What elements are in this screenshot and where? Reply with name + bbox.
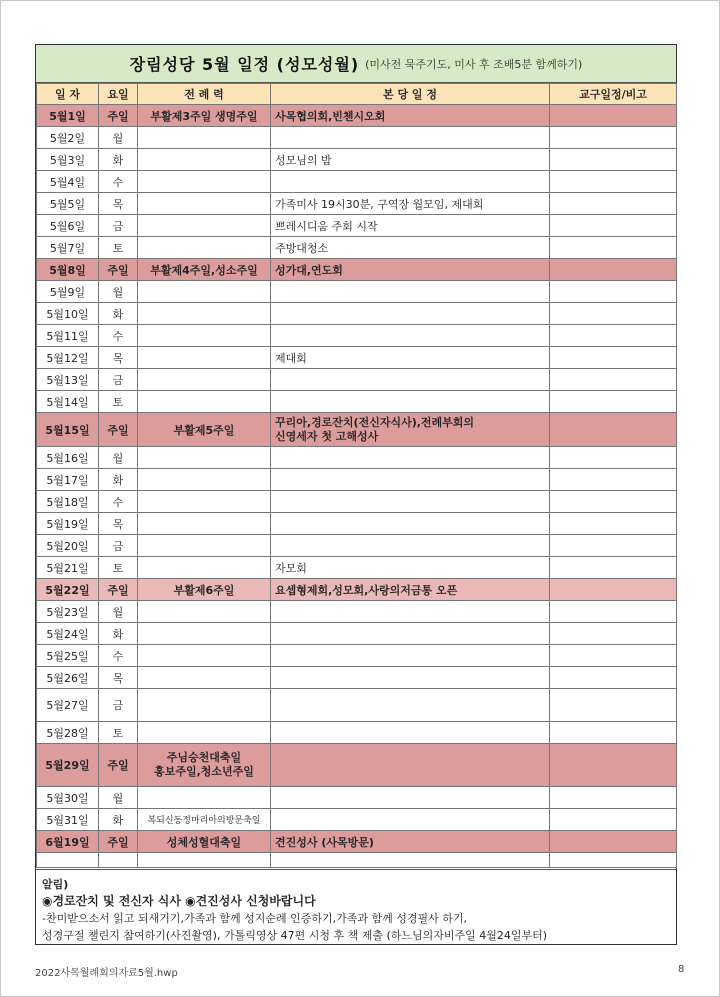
diocese-cell [550,325,677,347]
day-cell: 화 [99,809,138,831]
liturgy-cell [138,215,271,237]
schedule-row [37,413,677,447]
liturgy-cell [138,193,271,215]
events-cell: 가족미사 19시30분, 구역장 월모임, 제대회 [271,193,550,215]
header-liturgy: 전 례 력 [138,84,271,105]
schedule-row [37,809,677,831]
blank-cell [550,853,677,868]
day-cell: 목 [99,347,138,369]
events-cell: 사목협의회,빈첸시오회 [271,105,550,127]
date-cell: 5월28일 [37,722,99,744]
schedule-table [36,83,677,868]
notice-line-2: 성경구절 챌린지 참여하기(사진촬영), 가톨릭영상 47편 시청 후 책 제출 (하느님의자비주일 4월24일부터) [42,929,548,942]
date-cell: 5월17일 [37,469,99,491]
schedule-row [37,325,677,347]
liturgy-cell [138,601,271,623]
date-cell: 5월27일 [37,689,99,722]
title-bar [36,45,676,83]
day-cell: 금 [99,369,138,391]
diocese-cell [550,127,677,149]
diocese-cell [550,105,677,127]
day-cell: 수 [99,645,138,667]
events-cell [271,744,550,787]
schedule-row [37,557,677,579]
date-cell: 5월31일 [37,809,99,831]
schedule-row [37,215,677,237]
day-cell: 주일 [99,413,138,447]
liturgy-cell [138,127,271,149]
schedule-row [37,689,677,722]
notice-section [36,869,676,945]
events-cell [271,689,550,722]
day-cell: 화 [99,469,138,491]
date-cell: 5월15일 [37,413,99,447]
date-cell: 5월23일 [37,601,99,623]
date-cell: 5월13일 [37,369,99,391]
diocese-cell [550,303,677,325]
diocese-cell [550,722,677,744]
events-cell [271,391,550,413]
diocese-cell [550,237,677,259]
events-cell: 쁘레시디움 주회 시작 [271,215,550,237]
date-cell: 5월30일 [37,787,99,809]
liturgy-cell: 주님승천대축일 홍보주일,청소년주일 [138,744,271,787]
diocese-cell [550,809,677,831]
diocese-cell [550,391,677,413]
date-cell: 5월9일 [37,281,99,303]
liturgy-cell [138,303,271,325]
schedule-row [37,347,677,369]
day-cell: 월 [99,127,138,149]
events-cell [271,601,550,623]
events-cell [271,171,550,193]
date-cell: 5월29일 [37,744,99,787]
events-cell [271,369,550,391]
diocese-cell [550,281,677,303]
schedule-row [37,645,677,667]
diocese-cell [550,689,677,722]
diocese-cell [550,259,677,281]
liturgy-cell [138,623,271,645]
schedule-document [35,44,677,945]
date-cell: 5월4일 [37,171,99,193]
date-cell: 5월6일 [37,215,99,237]
date-cell: 5월26일 [37,667,99,689]
blank-cell [37,853,99,868]
header-date: 일 자 [37,84,99,105]
day-cell: 주일 [99,744,138,787]
date-cell: 5월8일 [37,259,99,281]
diocese-cell [550,787,677,809]
events-cell [271,281,550,303]
diocese-cell [550,667,677,689]
page-subtitle: (미사전 묵주기도, 미사 후 조배5분 함께하기) [365,57,583,71]
day-cell: 화 [99,149,138,171]
events-cell [271,513,550,535]
liturgy-cell: 부활제6주일 [138,579,271,601]
diocese-cell [550,491,677,513]
day-cell: 수 [99,491,138,513]
schedule-row [37,105,677,127]
liturgy-cell [138,281,271,303]
footer-page-number: 8 [678,964,685,975]
day-cell: 주일 [99,259,138,281]
events-cell: 성가대,연도회 [271,259,550,281]
events-cell: 견진성사 (사목방문) [271,831,550,853]
schedule-row [37,171,677,193]
header-events: 본 당 일 정 [271,84,550,105]
date-cell: 5월19일 [37,513,99,535]
liturgy-cell: 부활제5주일 [138,413,271,447]
events-cell: 성모님의 밤 [271,149,550,171]
schedule-row [37,744,677,787]
schedule-row [37,281,677,303]
notice-heading: 알림) [42,878,69,891]
liturgy-cell [138,237,271,259]
liturgy-cell [138,391,271,413]
schedule-row [37,535,677,557]
day-cell: 토 [99,391,138,413]
table-header-row [37,84,677,105]
events-cell [271,787,550,809]
date-cell: 5월3일 [37,149,99,171]
liturgy-cell [138,149,271,171]
events-cell [271,667,550,689]
schedule-row [37,722,677,744]
schedule-row [37,447,677,469]
notice-highlight: ◉경로잔치 및 전신자 식사 ◉견진성사 신청바랍니다 [42,894,316,908]
events-cell [271,645,550,667]
day-cell: 월 [99,281,138,303]
diocese-cell [550,171,677,193]
events-cell [271,535,550,557]
events-cell: 주방대청소 [271,237,550,259]
blank-row [37,853,677,868]
day-cell: 토 [99,722,138,744]
blank-cell [138,853,271,868]
schedule-row [37,127,677,149]
date-cell: 5월25일 [37,645,99,667]
date-cell: 5월5일 [37,193,99,215]
events-cell [271,325,550,347]
events-cell [271,809,550,831]
diocese-cell [550,579,677,601]
date-cell: 5월2일 [37,127,99,149]
diocese-cell [550,193,677,215]
liturgy-cell [138,667,271,689]
diocese-cell [550,513,677,535]
diocese-cell [550,413,677,447]
events-cell [271,469,550,491]
day-cell: 토 [99,557,138,579]
notice-line-1: -찬미받으소서 읽고 되새기기,가족과 함께 성지순례 인증하기,가족과 함께 성경필사 하기, [42,912,467,925]
schedule-row [37,787,677,809]
schedule-row [37,259,677,281]
day-cell: 목 [99,193,138,215]
day-cell: 주일 [99,831,138,853]
day-cell: 목 [99,667,138,689]
liturgy-cell [138,171,271,193]
schedule-row [37,491,677,513]
day-cell: 토 [99,237,138,259]
diocese-cell [550,831,677,853]
schedule-row [37,149,677,171]
header-diocese: 교구일정/비고 [550,84,677,105]
diocese-cell [550,347,677,369]
diocese-cell [550,469,677,491]
schedule-row [37,303,677,325]
events-cell [271,127,550,149]
date-cell: 6월19일 [37,831,99,853]
date-cell: 5월22일 [37,579,99,601]
events-cell [271,623,550,645]
date-cell: 5월7일 [37,237,99,259]
events-cell [271,303,550,325]
diocese-cell [550,149,677,171]
events-cell: 자모회 [271,557,550,579]
date-cell: 5월18일 [37,491,99,513]
diocese-cell [550,447,677,469]
schedule-row [37,513,677,535]
schedule-row [37,579,677,601]
liturgy-cell: 부활제4주일,성소주일 [138,259,271,281]
liturgy-cell: 복되신동정마리아의방문축일 [138,809,271,831]
day-cell: 목 [99,513,138,535]
date-cell: 5월12일 [37,347,99,369]
liturgy-cell: 성체성혈대축일 [138,831,271,853]
blank-cell [271,853,550,868]
schedule-body [37,105,677,853]
liturgy-cell [138,722,271,744]
date-cell: 5월10일 [37,303,99,325]
events-cell: 요셉형제회,성모회,사랑의저금통 오픈 [271,579,550,601]
schedule-row [37,193,677,215]
schedule-row [37,469,677,491]
schedule-row [37,391,677,413]
day-cell: 월 [99,601,138,623]
date-cell: 5월14일 [37,391,99,413]
day-cell: 월 [99,447,138,469]
schedule-row [37,369,677,391]
day-cell: 수 [99,171,138,193]
liturgy-cell [138,787,271,809]
date-cell: 5월21일 [37,557,99,579]
liturgy-cell [138,557,271,579]
diocese-cell [550,535,677,557]
schedule-row [37,623,677,645]
diocese-cell [550,557,677,579]
liturgy-cell [138,325,271,347]
date-cell: 5월1일 [37,105,99,127]
day-cell: 화 [99,623,138,645]
day-cell: 금 [99,535,138,557]
day-cell: 금 [99,215,138,237]
footer-filename: 2022사목월례회의자료5월.hwp [35,968,178,979]
events-cell [271,447,550,469]
date-cell: 5월16일 [37,447,99,469]
events-cell [271,722,550,744]
events-cell [271,491,550,513]
blank-cell [99,853,138,868]
liturgy-cell [138,369,271,391]
liturgy-cell [138,645,271,667]
liturgy-cell [138,535,271,557]
schedule-row [37,831,677,853]
diocese-cell [550,369,677,391]
diocese-cell [550,623,677,645]
date-cell: 5월24일 [37,623,99,645]
day-cell: 월 [99,787,138,809]
diocese-cell [550,645,677,667]
date-cell: 5월20일 [37,535,99,557]
diocese-cell [550,744,677,787]
liturgy-cell [138,513,271,535]
liturgy-cell [138,689,271,722]
schedule-row [37,667,677,689]
day-cell: 금 [99,689,138,722]
header-day: 요일 [99,84,138,105]
day-cell: 화 [99,303,138,325]
schedule-row [37,601,677,623]
liturgy-cell [138,491,271,513]
diocese-cell [550,215,677,237]
liturgy-cell: 부활제3주일 생명주일 [138,105,271,127]
liturgy-cell [138,347,271,369]
liturgy-cell [138,447,271,469]
date-cell: 5월11일 [37,325,99,347]
events-cell: 꾸리아,경로잔치(전신자식사),전례부회의 신영세자 첫 고해성사 [271,413,550,447]
diocese-cell [550,601,677,623]
schedule-row [37,237,677,259]
day-cell: 주일 [99,105,138,127]
events-cell: 제대회 [271,347,550,369]
day-cell: 주일 [99,579,138,601]
liturgy-cell [138,469,271,491]
page-title: 장림성당 5월 일정 (성모성월) [129,55,360,74]
day-cell: 수 [99,325,138,347]
